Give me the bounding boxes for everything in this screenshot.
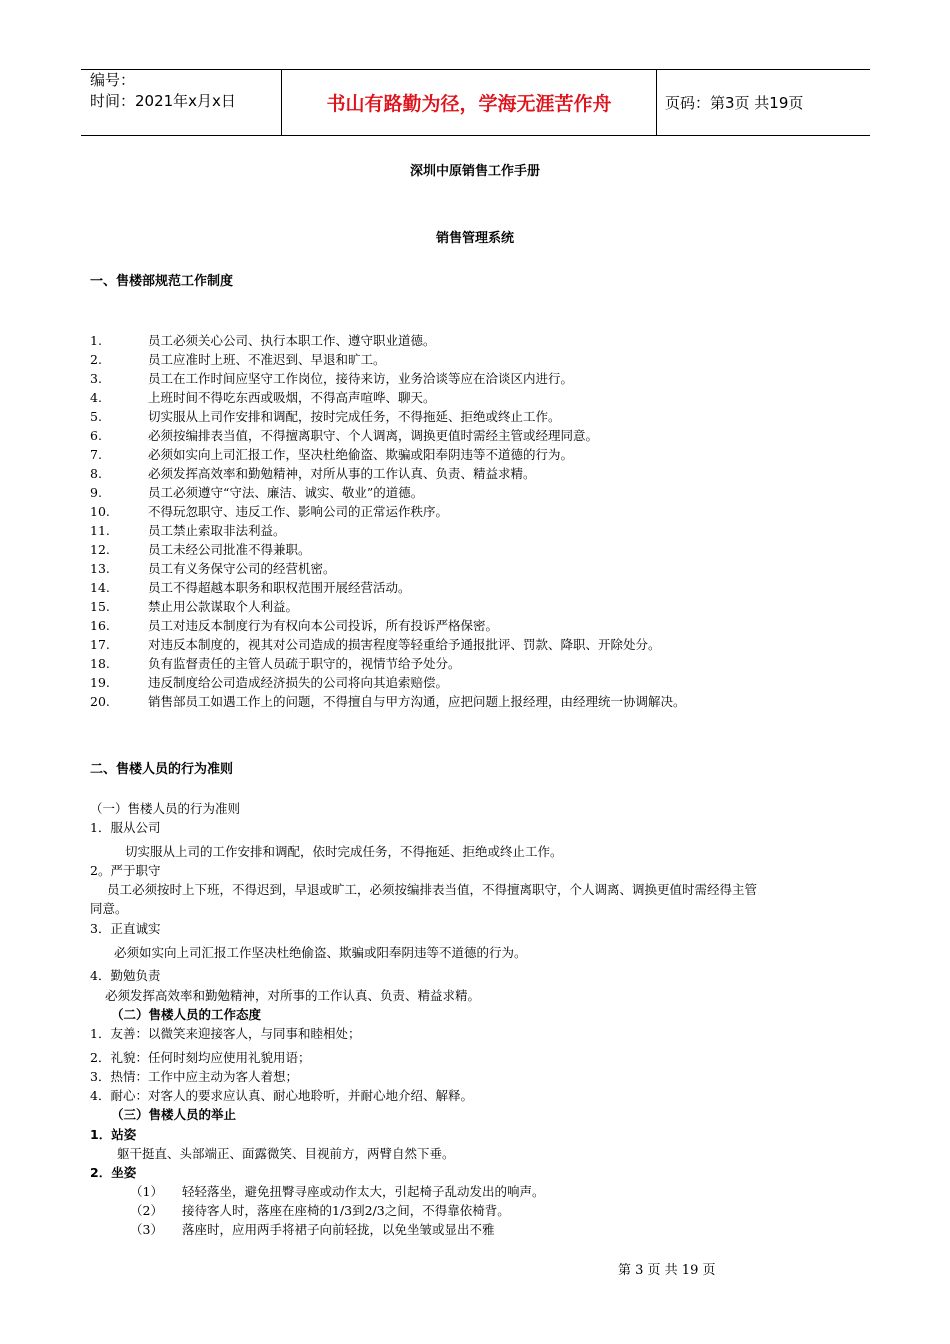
item-1-text: 切实服从上司的工作安排和调配，依时完成任务，不得拖延、拒绝或终止工作。	[125, 844, 563, 859]
rule-text: 销售部员工如遇工作上的问题，不得擅自与甲方沟通，应把问题上报经理，由经理统一协调解决。	[148, 694, 686, 709]
sit-item-number: （3）	[130, 1222, 163, 1237]
rule-number: 12.	[90, 542, 110, 557]
rule-text: 员工未经公司批准不得兼职。	[148, 542, 311, 557]
rule-text: 员工禁止索取非法利益。	[148, 523, 286, 538]
rule-text: 上班时间不得吃东西或吸烟，不得高声喧哗、聊天。	[148, 390, 436, 405]
attitude-item: 1．友善：以微笑来迎接客人，与同事和睦相处；	[90, 1026, 361, 1041]
rule-number: 15.	[90, 599, 110, 614]
attitude-item: 3．热情：工作中应主动为客人着想；	[90, 1069, 298, 1084]
item-2-title: 2。严于职守	[90, 863, 161, 878]
rule-text: 员工应准时上班、不准迟到、早退和旷工。	[148, 352, 386, 367]
item-4-text: 必须发挥高效率和勤勉精神，对所事的工作认真、负责、精益求精。	[105, 988, 481, 1003]
rule-number: 10.	[90, 504, 110, 519]
item-1-title: 1．服从公司	[90, 820, 161, 835]
header-divider-right	[656, 69, 657, 136]
rule-text: 禁止用公款谋取个人利益。	[148, 599, 299, 614]
rule-number: 14.	[90, 580, 110, 595]
rule-text: 切实服从上司作安排和调配，按时完成任务，不得拖延、拒绝或终止工作。	[148, 409, 561, 424]
sit-title: 2．坐姿	[90, 1165, 137, 1180]
document-number: 编号：	[90, 71, 136, 89]
item-3-text: 必须如实向上司汇报工作坚决杜绝偷盗、欺骗或阳奉阴违等不道德的行为。	[114, 945, 527, 960]
rule-number: 17.	[90, 637, 110, 652]
item-2-text-line-1: 员工必须按时上下班，不得迟到，早退或旷工，必须按编排表当值，不得擅离职守，个人调离、调换更值时需经得主管	[107, 882, 758, 897]
rule-number: 4.	[90, 390, 102, 405]
rule-number: 1.	[90, 333, 102, 348]
rule-text: 员工必须关心公司、执行本职工作、遵守职业道德。	[148, 333, 436, 348]
rule-text: 必须按编排表当值，不得擅离职守、个人调离，调换更值时需经主管或经理同意。	[148, 428, 599, 443]
rule-number: 11.	[90, 523, 110, 538]
stand-title: 1．站姿	[90, 1127, 137, 1142]
section-2-heading: 二、售楼人员的行为准则	[90, 762, 234, 777]
rule-text: 员工有义务保守公司的经营机密。	[148, 561, 336, 576]
sit-item-number: （1）	[130, 1184, 163, 1199]
subsection-1-title: （一）售楼人员的行为准则	[90, 801, 241, 816]
header-motto: 书山有路勤为径，学海无涯苦作舟	[326, 93, 612, 115]
rule-number: 6.	[90, 428, 102, 443]
system-title: 销售管理系统	[435, 231, 514, 246]
rule-text: 员工必须遵守“守法、廉洁、诚实、敬业”的道德。	[148, 485, 424, 500]
rule-text: 必须如实向上司汇报工作，坚决杜绝偷盗、欺骗或阳奉阴违等不道德的行为。	[148, 447, 574, 462]
rule-number: 20.	[90, 694, 110, 709]
rule-number: 7.	[90, 447, 102, 462]
rule-text: 负有监督责任的主管人员疏于职守的，视情节给予处分。	[148, 656, 461, 671]
rule-number: 19.	[90, 675, 110, 690]
rule-text: 对违反本制度的，视其对公司造成的损害程度等轻重给予通报批评、罚款、降职、开除处分。	[148, 637, 661, 652]
rule-number: 8.	[90, 466, 102, 481]
item-4-title: 4．勤勉负责	[90, 968, 161, 983]
rule-text: 员工在工作时间应坚守工作岗位，接待来访，业务洽谈等应在洽谈区内进行。	[148, 371, 574, 386]
header-page-info: 页码：第3页 共19页	[665, 94, 804, 112]
sit-item-text: 接待客人时，落座在座椅的1/3到2/3之间，不得靠依椅背。	[182, 1203, 510, 1218]
item-3-title: 3．正直诚实	[90, 921, 161, 936]
attitude-item: 2．礼貌：任何时刻均应使用礼貌用语；	[90, 1050, 311, 1065]
document-title: 深圳中原销售工作手册	[409, 164, 540, 179]
header-meta	[90, 70, 236, 112]
sit-item-number: （2）	[130, 1203, 163, 1218]
sit-item-text: 轻轻落坐，避免扭臀寻座或动作太大，引起椅子乱动发出的响声。	[182, 1184, 545, 1199]
section-1-heading: 一、售楼部规范工作制度	[90, 274, 234, 289]
subsection-2-title: （二）售楼人员的工作态度	[111, 1007, 262, 1022]
item-2-text-line-2: 同意。	[90, 901, 128, 916]
rule-text: 员工对违反本制度行为有权向本公司投诉，所有投诉严格保密。	[148, 618, 499, 633]
page-footer: 第 3 页 共 19 页	[618, 1263, 716, 1278]
attitude-item: 4．耐心：对客人的要求应认真、耐心地聆听，并耐心地介绍、解释。	[90, 1088, 473, 1103]
document-date: 时间：2021年x月x日	[90, 92, 236, 110]
subsection-3-title: （三）售楼人员的举止	[111, 1107, 237, 1122]
rule-text: 违反制度给公司造成经济损失的公司将向其追索赔偿。	[148, 675, 449, 690]
rule-number: 2.	[90, 352, 102, 367]
rule-number: 3.	[90, 371, 102, 386]
sit-item-text: 落座时，应用两手将裙子向前轻拢，以免坐皱或显出不雅	[182, 1222, 495, 1237]
rule-text: 员工不得超越本职务和职权范围开展经营活动。	[148, 580, 411, 595]
rule-number: 9.	[90, 485, 102, 500]
rule-number: 13.	[90, 561, 110, 576]
stand-text: 躯干挺直、头部端正、面露微笑、目视前方，两臂自然下垂。	[117, 1146, 455, 1161]
rule-number: 18.	[90, 656, 110, 671]
rule-text: 必须发挥高效率和勤勉精神，对所从事的工作认真、负责、精益求精。	[148, 466, 536, 481]
rule-number: 5.	[90, 409, 102, 424]
rule-text: 不得玩忽职守、违反工作、影响公司的正常运作秩序。	[148, 504, 449, 519]
rule-number: 16.	[90, 618, 110, 633]
